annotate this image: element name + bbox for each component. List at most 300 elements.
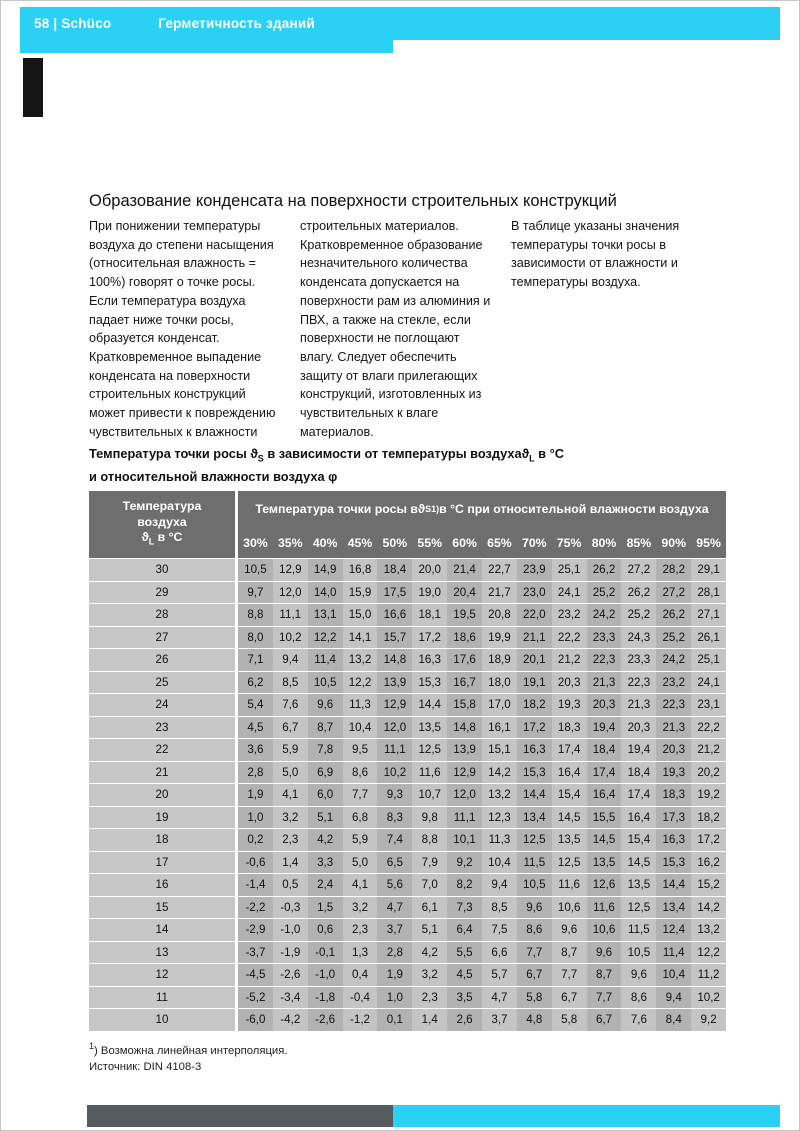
- dew-point-value-cell: -2,9: [238, 919, 273, 941]
- dew-point-value-cell: 6,9: [308, 762, 343, 784]
- dew-point-value-cell: 15,3: [517, 762, 552, 784]
- dew-point-value-cell: -0,4: [343, 987, 378, 1009]
- dew-point-value-cell: 17,3: [656, 807, 691, 829]
- dew-point-value-cell: 24,1: [552, 582, 587, 604]
- dew-point-value-cell: 9,6: [621, 964, 656, 986]
- dew-point-value-cell: 8,4: [656, 1009, 691, 1031]
- dew-point-value-cell: 6,6: [482, 942, 517, 964]
- dew-point-value-cell: 9,4: [273, 649, 308, 671]
- dew-point-value-cell: 5,0: [273, 762, 308, 784]
- dew-point-value-cell: 12,6: [587, 874, 622, 896]
- row-values: [238, 784, 726, 806]
- table-row: [89, 919, 726, 941]
- dew-point-value-cell: 20,8: [482, 604, 517, 626]
- dew-point-value-cell: 25,1: [691, 649, 726, 671]
- dew-point-value-cell: -4,5: [238, 964, 273, 986]
- dew-point-value-cell: 18,4: [587, 739, 622, 761]
- dew-point-value-cell: 15,8: [447, 694, 482, 716]
- dew-point-value-cell: 18,2: [691, 807, 726, 829]
- row-values: [238, 582, 726, 604]
- dew-point-value-cell: 0,5: [273, 874, 308, 896]
- header-separator: |: [49, 16, 62, 31]
- dew-point-value-cell: 8,5: [482, 897, 517, 919]
- dew-point-value-cell: 3,7: [377, 919, 412, 941]
- air-temp-cell: 25: [89, 672, 235, 694]
- dew-point-value-cell: 7,9: [412, 852, 447, 874]
- dew-point-value-cell: 22,3: [587, 649, 622, 671]
- dew-point-value-cell: 9,5: [343, 739, 378, 761]
- dew-point-value-cell: 9,4: [656, 987, 691, 1009]
- dew-point-value-cell: 5,5: [447, 942, 482, 964]
- air-temp-cell: 29: [89, 582, 235, 604]
- dew-point-value-cell: 10,5: [621, 942, 656, 964]
- chapter-index-tab: [23, 58, 43, 117]
- dew-point-value-cell: -3,4: [273, 987, 308, 1009]
- dew-point-value-cell: 5,7: [482, 964, 517, 986]
- dew-point-value-cell: 16,1: [482, 717, 517, 739]
- dew-point-value-cell: 8,6: [621, 987, 656, 1009]
- dew-point-value-cell: 15,0: [343, 604, 378, 626]
- dew-point-value-cell: 2,3: [412, 987, 447, 1009]
- footnote-source: Источник: DIN 4108-3: [89, 1061, 202, 1074]
- humidity-header-cell: 30%: [243, 535, 268, 550]
- dew-point-value-cell: 14,1: [343, 627, 378, 649]
- dew-point-value-cell: 11,6: [552, 874, 587, 896]
- dew-point-value-cell: 6,7: [517, 964, 552, 986]
- dew-point-value-cell: 26,2: [587, 559, 622, 581]
- dew-point-value-cell: 2,8: [238, 762, 273, 784]
- dew-point-value-cell: 12,5: [517, 829, 552, 851]
- dew-point-value-cell: 17,5: [377, 582, 412, 604]
- humidity-header-row: [238, 527, 726, 558]
- dew-point-value-cell: 0,6: [308, 919, 343, 941]
- dew-point-value-cell: 1,9: [377, 964, 412, 986]
- row-values: [238, 739, 726, 761]
- dew-point-value-cell: 17,2: [691, 829, 726, 851]
- table-row: [89, 942, 726, 964]
- humidity-header-cell: 60%: [452, 535, 477, 550]
- dew-point-value-cell: 1,5: [308, 897, 343, 919]
- humidity-header-cell: 75%: [556, 535, 582, 550]
- dew-point-value-cell: 11,4: [656, 942, 691, 964]
- dew-point-value-cell: 28,2: [656, 559, 691, 581]
- humidity-header-cell: 85%: [626, 535, 652, 550]
- table-row: [89, 604, 726, 626]
- dew-point-value-cell: 21,3: [656, 717, 691, 739]
- dew-point-value-cell: 7,7: [343, 784, 378, 806]
- dew-point-value-cell: 14,2: [691, 897, 726, 919]
- dew-point-value-cell: 8,7: [308, 717, 343, 739]
- dew-point-value-cell: 19,2: [691, 784, 726, 806]
- dew-point-value-cell: 15,2: [691, 874, 726, 896]
- dew-point-value-cell: 13,2: [482, 784, 517, 806]
- dew-point-value-cell: 11,5: [517, 852, 552, 874]
- dew-point-value-cell: 22,2: [691, 717, 726, 739]
- table-row: [89, 694, 726, 716]
- dew-point-value-cell: 11,1: [377, 739, 412, 761]
- dew-point-value-cell: 7,5: [482, 919, 517, 941]
- dew-point-value-cell: 9,4: [482, 874, 517, 896]
- dew-point-value-cell: 16,8: [343, 559, 378, 581]
- table-header: [89, 491, 726, 558]
- dew-point-value-cell: 8,8: [412, 829, 447, 851]
- dew-point-value-cell: 2,6: [447, 1009, 482, 1031]
- air-temp-cell: 21: [89, 762, 235, 784]
- dew-point-value-cell: 13,9: [377, 672, 412, 694]
- footnote-interpolation: $^1$) Возможна линейная интерполяция.: [89, 1041, 288, 1057]
- dew-point-value-cell: 25,2: [656, 627, 691, 649]
- dew-point-value-cell: 23,3: [621, 649, 656, 671]
- dew-point-value-cell: 0,4: [343, 964, 378, 986]
- dew-point-value-cell: 2,3: [343, 919, 378, 941]
- dew-point-value-cell: 23,2: [552, 604, 587, 626]
- dew-point-value-cell: 10,6: [552, 897, 587, 919]
- dew-point-value-cell: 25,2: [587, 582, 622, 604]
- dew-point-value-cell: 23,3: [587, 627, 622, 649]
- dew-point-value-cell: 3,3: [308, 852, 343, 874]
- dew-point-value-cell: -1,9: [273, 942, 308, 964]
- dew-point-value-cell: 26,2: [656, 604, 691, 626]
- table-row: [89, 739, 726, 761]
- dew-point-value-cell: 18,4: [621, 762, 656, 784]
- dew-point-value-cell: -1,4: [238, 874, 273, 896]
- dew-point-value-cell: 23,2: [656, 672, 691, 694]
- dew-point-value-cell: 1,9: [238, 784, 273, 806]
- dew-point-value-cell: 20,3: [552, 672, 587, 694]
- dew-point-value-cell: 8,0: [238, 627, 273, 649]
- dew-point-value-cell: 22,2: [552, 627, 587, 649]
- dew-point-value-cell: 11,4: [308, 649, 343, 671]
- dew-point-value-cell: 4,1: [343, 874, 378, 896]
- dew-point-value-cell: -1,0: [308, 964, 343, 986]
- dew-point-value-cell: 26,1: [691, 627, 726, 649]
- air-temp-cell: 15: [89, 897, 235, 919]
- humidity-header-cell: 80%: [591, 535, 617, 550]
- humidity-header-cell: 70%: [521, 535, 547, 550]
- dew-point-value-cell: 10,7: [412, 784, 447, 806]
- dew-point-value-cell: 12,9: [273, 559, 308, 581]
- air-temp-cell: 18: [89, 829, 235, 851]
- dew-point-value-cell: 5,1: [412, 919, 447, 941]
- dew-point-value-cell: 7,7: [587, 987, 622, 1009]
- dew-point-value-cell: 10,1: [447, 829, 482, 851]
- dew-point-value-cell: 16,4: [587, 784, 622, 806]
- dew-point-value-cell: 19,4: [587, 717, 622, 739]
- dew-point-value-cell: 25,1: [552, 559, 587, 581]
- dew-point-value-cell: 12,3: [482, 807, 517, 829]
- dew-point-value-cell: 9,8: [412, 807, 447, 829]
- dew-point-value-cell: 10,6: [587, 919, 622, 941]
- row-values: [238, 559, 726, 581]
- dew-point-value-cell: 15,1: [482, 739, 517, 761]
- dew-point-value-cell: 20,3: [587, 694, 622, 716]
- dew-point-value-cell: 8,6: [517, 919, 552, 941]
- dew-point-value-cell: 19,9: [482, 627, 517, 649]
- row-values: [238, 672, 726, 694]
- dew-point-value-cell: -0,1: [308, 942, 343, 964]
- dew-point-value-cell: 3,2: [273, 807, 308, 829]
- dew-point-value-cell: 6,1: [412, 897, 447, 919]
- air-temp-cell: 20: [89, 784, 235, 806]
- dew-point-value-cell: 10,5: [238, 559, 273, 581]
- dew-point-value-cell: 11,3: [482, 829, 517, 851]
- dew-point-value-cell: 19,3: [552, 694, 587, 716]
- dew-point-value-cell: 15,3: [656, 852, 691, 874]
- intro-column-1: При понижении температуры воздуха до степени насыщения (относительная влажность = 100%) говорят о точке росы. Если температура воздуха падает ниже точки росы, образуется конденсат. Кратковременное выпадение конденсата на поверхности строительных конструкций может привести к повреждению чувствительных к влажности: [89, 219, 276, 439]
- table-row: [89, 784, 726, 806]
- dew-point-value-cell: 8,5: [273, 672, 308, 694]
- dew-point-value-cell: 4,1: [273, 784, 308, 806]
- dew-point-value-cell: 24,2: [587, 604, 622, 626]
- dew-point-value-cell: -6,0: [238, 1009, 273, 1031]
- header-bar-extension: [20, 40, 393, 53]
- dew-point-value-cell: 10,4: [656, 964, 691, 986]
- dew-point-value-cell: 7,3: [447, 897, 482, 919]
- dew-point-value-cell: 19,5: [447, 604, 482, 626]
- dew-point-value-cell: 16,3: [656, 829, 691, 851]
- dew-point-value-cell: 14,5: [621, 852, 656, 874]
- dew-point-value-cell: 4,5: [238, 717, 273, 739]
- dew-point-value-cell: 15,4: [621, 829, 656, 851]
- dew-point-value-cell: 3,5: [447, 987, 482, 1009]
- dew-point-value-cell: 11,2: [691, 964, 726, 986]
- dew-point-value-cell: 14,4: [412, 694, 447, 716]
- dew-point-value-cell: 9,6: [308, 694, 343, 716]
- dew-point-value-cell: 6,7: [587, 1009, 622, 1031]
- dew-point-value-cell: 13,4: [656, 897, 691, 919]
- humidity-header-cell: 40%: [312, 535, 338, 550]
- dew-point-value-cell: 13,5: [412, 717, 447, 739]
- dew-point-value-cell: 14,5: [587, 829, 622, 851]
- dew-point-value-cell: 22,3: [656, 694, 691, 716]
- humidity-header-cell: 65%: [487, 535, 512, 550]
- humidity-header-cell: 90%: [661, 535, 687, 550]
- dew-point-header-title: Температура точки росы в ϑ S 1) в °C при относительной влажности воздуха: [255, 502, 709, 516]
- dew-point-value-cell: 28,1: [691, 582, 726, 604]
- dew-point-value-cell: 9,3: [377, 784, 412, 806]
- dew-point-value-cell: 20,3: [621, 717, 656, 739]
- dew-point-value-cell: 3,2: [412, 964, 447, 986]
- dew-point-value-cell: -1,8: [308, 987, 343, 1009]
- table-caption-line1: Температура точки росы $ϑ_S$ в зависимости от температуры воздухаϑ$_L$ в °C: [89, 446, 564, 464]
- dew-point-value-cell: 11,1: [273, 604, 308, 626]
- air-temp-header-cell: Температура воздуха $ϑ_L$ в °C: [89, 491, 235, 558]
- table-row: [89, 807, 726, 829]
- dew-point-value-cell: 14,2: [482, 762, 517, 784]
- dew-point-value-cell: 17,4: [587, 762, 622, 784]
- dew-point-value-cell: -2,6: [273, 964, 308, 986]
- chapter-title: Герметичность зданий: [158, 16, 315, 31]
- brand-name: Schüco: [61, 16, 112, 31]
- table-row: [89, 582, 726, 604]
- dew-point-value-cell: 12,2: [343, 672, 378, 694]
- dew-point-value-cell: 20,3: [656, 739, 691, 761]
- dew-point-value-cell: 4,7: [482, 987, 517, 1009]
- dew-point-value-cell: 7,1: [238, 649, 273, 671]
- dew-point-value-cell: 14,8: [447, 717, 482, 739]
- dew-point-value-cell: 1,4: [273, 852, 308, 874]
- page-number-brand: [34, 16, 111, 31]
- dew-point-value-cell: 3,6: [238, 739, 273, 761]
- dew-point-value-cell: 16,4: [552, 762, 587, 784]
- dew-point-value-cell: 16,4: [621, 807, 656, 829]
- air-temp-cell: 16: [89, 874, 235, 896]
- dew-point-value-cell: 5,1: [308, 807, 343, 829]
- dew-point-value-cell: 13,4: [517, 807, 552, 829]
- table-row: [89, 649, 726, 671]
- dew-point-value-cell: 11,6: [587, 897, 622, 919]
- dew-point-value-cell: 6,7: [552, 987, 587, 1009]
- row-values: [238, 942, 726, 964]
- table-row: [89, 987, 726, 1009]
- dew-point-value-cell: 3,7: [482, 1009, 517, 1031]
- dew-point-value-cell: 16,3: [412, 649, 447, 671]
- dew-point-value-cell: 11,6: [412, 762, 447, 784]
- dew-point-value-cell: 12,0: [273, 582, 308, 604]
- dew-point-value-cell: -5,2: [238, 987, 273, 1009]
- dew-point-value-cell: -2,2: [238, 897, 273, 919]
- air-temp-cell: 12: [89, 964, 235, 986]
- row-values: [238, 987, 726, 1009]
- air-temp-cell: 23: [89, 717, 235, 739]
- dew-point-value-cell: 21,1: [517, 627, 552, 649]
- dew-point-value-cell: 0,1: [377, 1009, 412, 1031]
- table-row: [89, 559, 726, 581]
- dew-point-value-cell: 22,0: [517, 604, 552, 626]
- dew-point-value-cell: 27,2: [621, 559, 656, 581]
- air-temp-cell: 14: [89, 919, 235, 941]
- dew-point-value-cell: 15,4: [552, 784, 587, 806]
- dew-point-value-cell: 5,8: [552, 1009, 587, 1031]
- humidity-header-cell: 35%: [277, 535, 303, 550]
- dew-point-value-cell: 12,5: [621, 897, 656, 919]
- dew-point-value-cell: 14,5: [552, 807, 587, 829]
- dew-point-value-cell: 18,9: [482, 649, 517, 671]
- dew-point-value-cell: 14,4: [656, 874, 691, 896]
- dew-point-value-cell: 23,9: [517, 559, 552, 581]
- row-values: [238, 604, 726, 626]
- dew-point-value-cell: 18,4: [377, 559, 412, 581]
- table-caption: [89, 445, 564, 485]
- humidity-header-cell: 55%: [417, 535, 443, 550]
- dew-point-value-cell: 17,2: [412, 627, 447, 649]
- dew-point-value-cell: 22,7: [482, 559, 517, 581]
- dew-point-value-cell: 6,8: [343, 807, 378, 829]
- dew-point-value-cell: 20,0: [412, 559, 447, 581]
- air-temp-cell: 22: [89, 739, 235, 761]
- dew-point-value-cell: 17,2: [517, 717, 552, 739]
- dew-point-value-cell: 25,2: [621, 604, 656, 626]
- dew-point-value-cell: 6,4: [447, 919, 482, 941]
- footer-bar-dark: [87, 1105, 393, 1127]
- dew-point-value-cell: 10,2: [377, 762, 412, 784]
- row-values: [238, 717, 726, 739]
- dew-point-value-cell: 1,0: [238, 807, 273, 829]
- air-temp-cell: 11: [89, 987, 235, 1009]
- dew-point-value-cell: 29,1: [691, 559, 726, 581]
- dew-point-value-cell: 10,5: [308, 672, 343, 694]
- table-caption-line2: и относительной влажности воздуха φ: [89, 468, 338, 484]
- air-temp-cell: 17: [89, 852, 235, 874]
- dew-point-value-cell: 9,2: [691, 1009, 726, 1031]
- dew-point-value-cell: -2,6: [308, 1009, 343, 1031]
- intro-text: [89, 217, 726, 441]
- dew-point-value-cell: 13,5: [587, 852, 622, 874]
- humidity-header-cell: 95%: [696, 535, 721, 550]
- table-row: [89, 717, 726, 739]
- row-values: [238, 762, 726, 784]
- dew-point-value-cell: 22,3: [621, 672, 656, 694]
- dew-point-value-cell: 19,4: [621, 739, 656, 761]
- page-title: Образование конденсата на поверхности строительных конструкций: [89, 192, 617, 211]
- dew-point-value-cell: 18,3: [656, 784, 691, 806]
- dew-point-table: [89, 491, 726, 1032]
- dew-point-value-cell: 18,6: [447, 627, 482, 649]
- dew-point-value-cell: 19,0: [412, 582, 447, 604]
- dew-point-value-cell: -1,2: [343, 1009, 378, 1031]
- dew-point-value-cell: 12,5: [552, 852, 587, 874]
- dew-point-value-cell: 18,3: [552, 717, 587, 739]
- dew-point-value-cell: 13,2: [343, 649, 378, 671]
- dew-point-value-cell: 23,0: [517, 582, 552, 604]
- dew-point-value-cell: 12,2: [691, 942, 726, 964]
- dew-point-value-cell: 6,5: [377, 852, 412, 874]
- dew-point-value-cell: 21,2: [552, 649, 587, 671]
- row-values: [238, 897, 726, 919]
- dew-point-value-cell: 16,2: [691, 852, 726, 874]
- row-values: [238, 829, 726, 851]
- dew-point-value-cell: 10,5: [517, 874, 552, 896]
- row-values: [238, 694, 726, 716]
- dew-point-value-cell: 9,6: [552, 919, 587, 941]
- dew-point-value-cell: 20,1: [517, 649, 552, 671]
- dew-point-value-cell: 1,4: [412, 1009, 447, 1031]
- row-values: [238, 807, 726, 829]
- dew-point-value-cell: 3,2: [343, 897, 378, 919]
- dew-point-header-block: [238, 491, 726, 558]
- dew-point-value-cell: 10,4: [482, 852, 517, 874]
- dew-point-value-cell: 15,3: [412, 672, 447, 694]
- dew-point-value-cell: 12,4: [656, 919, 691, 941]
- dew-point-value-cell: 6,2: [238, 672, 273, 694]
- dew-point-value-cell: 14,9: [308, 559, 343, 581]
- row-values: [238, 627, 726, 649]
- footer-bar-cyan: [393, 1105, 780, 1127]
- page-header-bar: [20, 7, 780, 40]
- humidity-header-cell: 45%: [347, 535, 373, 550]
- row-values: [238, 649, 726, 671]
- page-number: 58: [34, 16, 50, 31]
- dew-point-value-cell: 9,7: [238, 582, 273, 604]
- table-row: [89, 852, 726, 874]
- dew-point-value-cell: 17,0: [482, 694, 517, 716]
- dew-point-value-cell: 13,5: [552, 829, 587, 851]
- dew-point-value-cell: 8,6: [343, 762, 378, 784]
- dew-point-value-cell: 5,9: [273, 739, 308, 761]
- dew-point-value-cell: 8,8: [238, 604, 273, 626]
- air-temp-cell: 24: [89, 694, 235, 716]
- row-values: [238, 919, 726, 941]
- dew-point-value-cell: 11,1: [447, 807, 482, 829]
- dew-point-value-cell: 27,1: [691, 604, 726, 626]
- dew-point-value-cell: 12,2: [308, 627, 343, 649]
- table-row: [89, 627, 726, 649]
- dew-point-value-cell: 9,6: [517, 897, 552, 919]
- dew-point-value-cell: 20,2: [691, 762, 726, 784]
- dew-point-value-cell: 17,4: [552, 739, 587, 761]
- dew-point-value-cell: 21,3: [621, 694, 656, 716]
- dew-point-value-cell: 12,0: [447, 784, 482, 806]
